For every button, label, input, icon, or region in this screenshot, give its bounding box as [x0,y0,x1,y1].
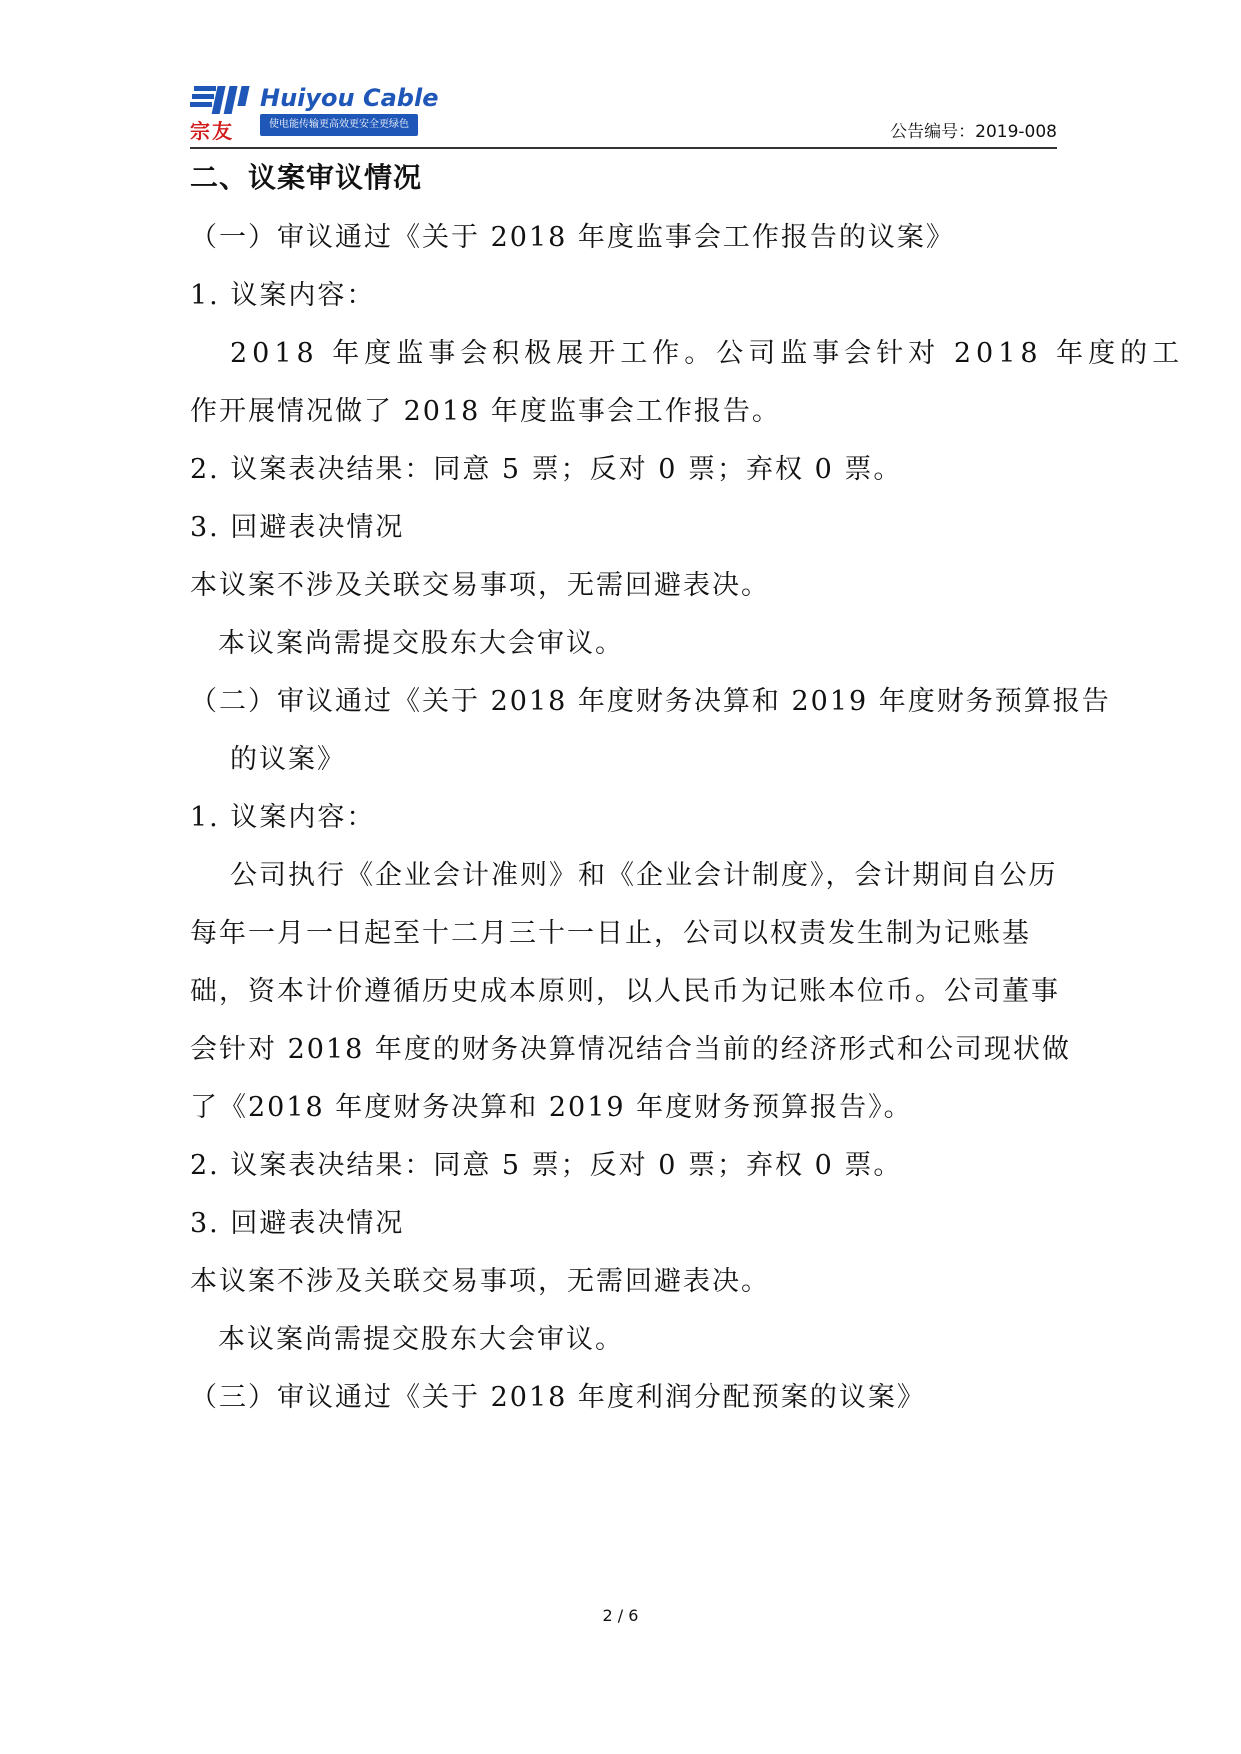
motion-2-content-line: 公司执行《企业会计准则》和《企业会计制度》，会计期间自公历 [230,860,1058,891]
motion-2-avoid-label: 3. 回避表决情况 [190,1208,405,1239]
motion-2-submit-text: 本议案尚需提交股东大会审议。 [218,1324,624,1355]
logo-english-name: Huiyou Cable [260,84,439,112]
motion-2-vote-result: 2. 议案表决结果：同意 5 票；反对 0 票；弃权 0 票。 [190,1150,903,1181]
motion-2-content-line: 了《2018 年度财务决算和 2019 年度财务预算报告》。 [190,1092,913,1123]
motion-1-avoid-text: 本议案不涉及关联交易事项，无需回避表决。 [190,570,770,601]
page-number: 2 / 6 [602,1606,639,1625]
motion-2-content-label: 1. 议案内容： [190,802,376,833]
motion-2-content-line: 会针对 2018 年度的财务决算情况结合当前的经济形式和公司现状做 [190,1034,1071,1065]
motion-2-content-line: 每年一月一日起至十二月三十一日止，公司以权责发生制为记账基 [190,918,1031,949]
motion-3-title: （三）审议通过《关于 2018 年度利润分配预案的议案》 [190,1382,926,1413]
motion-2-title-cont: 的议案》 [230,744,346,775]
page-header [190,84,1057,146]
announcement-number: 公告编号：2019-008 [890,122,1057,142]
motion-1-vote-result: 2. 议案表决结果：同意 5 票；反对 0 票；弃权 0 票。 [190,454,903,485]
motion-1-submit-text: 本议案尚需提交股东大会审议。 [218,628,624,659]
header-divider [190,147,1057,149]
motion-1-avoid-label: 3. 回避表决情况 [190,512,405,543]
company-logo-icon [190,84,254,118]
motion-1-content-line: 作开展情况做了 2018 年度监事会工作报告。 [190,396,781,427]
section-title: 二、议案审议情况 [190,161,423,194]
motion-2-title: （二）审议通过《关于 2018 年度财务决算和 2019 年度财务预算报告 [190,686,1111,717]
motion-2-content-line: 础，资本计价遵循历史成本原则，以人民币为记账本位币。公司董事 [190,976,1060,1007]
logo-slogan: 使电能传输更高效更安全更绿色 [260,114,418,136]
logo-chinese-name: 宗友 [190,119,234,143]
motion-1-title: （一）审议通过《关于 2018 年度监事会工作报告的议案》 [190,222,955,253]
motion-1-content-line: 2018 年度监事会积极展开工作。公司监事会针对 2018 年度的工 [230,338,1185,369]
motion-1-content-label: 1. 议案内容： [190,280,376,311]
motion-2-avoid-text: 本议案不涉及关联交易事项，无需回避表决。 [190,1266,770,1297]
